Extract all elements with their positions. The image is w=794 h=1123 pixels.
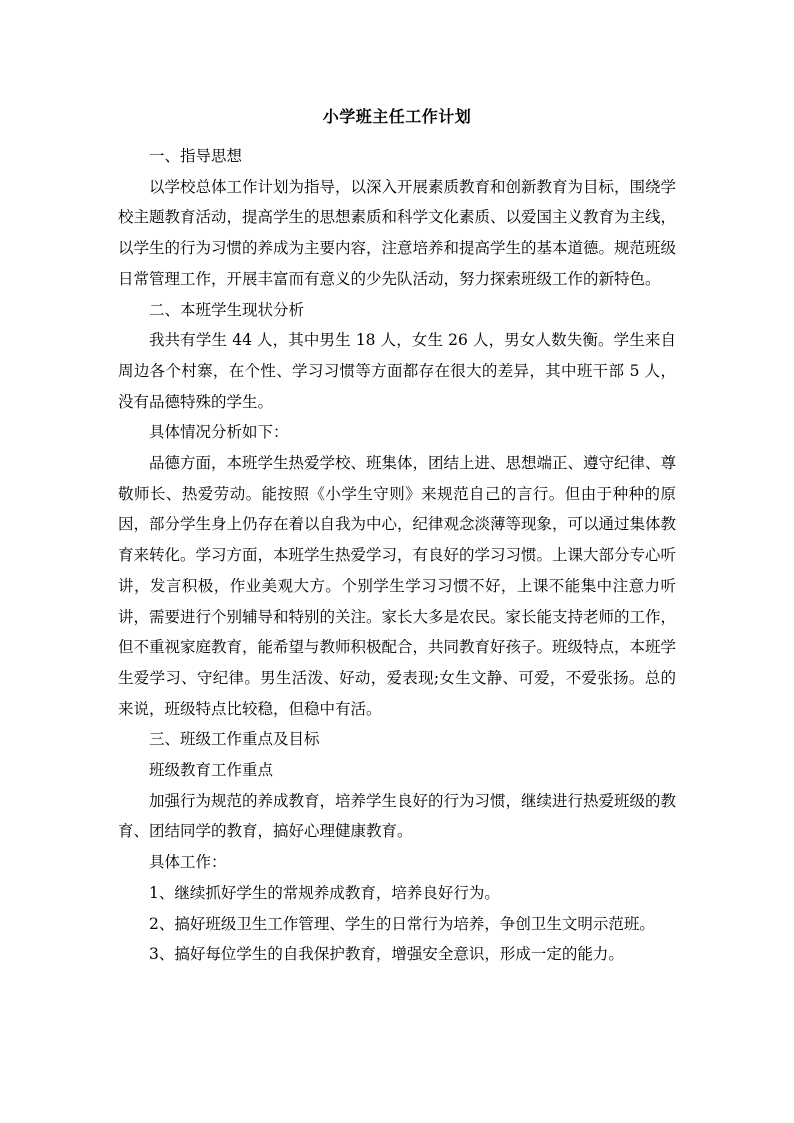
section-heading-work-focus: 三、班级工作重点及目标 (149, 730, 320, 749)
list-item-3: 3、搞好每位学生的自我保护教育，增强安全意识，形成一定的能力。 (149, 945, 624, 964)
document-title: 小学班主任工作计划 (322, 107, 472, 126)
paragraph-analysis-intro: 具体情况分析如下： (149, 423, 289, 442)
list-item-1: 1、继续抓好学生的常规养成教育，培养良好行为。 (149, 883, 500, 902)
paragraph-analysis-detail: 品德方面，本班学生热爱学校、班集体，团结上进、思想端正、遵守纪律、尊敬师长、热爱劳动。能按照《小学生守则》来规范自己的言行。但由于种种的原因，部分学生身上仍存在着以自我为中心，纪律观念淡薄等现象，可以通过集体教育来转化。学习方面，本班学生热爱学习，有良好的学习习惯。上课大部分专心听讲，发言积极，作业美观大方。个别学生学习习惯不好，上课不能集中注意力听讲，需要进行个别辅导和特别的关注。家长大多是农民。家长能支持老师的工作，但不重视家庭教育，能希望与教师积极配合，共同教育好孩子。班级特点，本班学生爱学习、守纪律。男生活泼、好动，爱表现;女生文静、可爱，不爱张扬。总的来说，班级特点比较稳，但稳中有活。 (118, 454, 677, 718)
section-heading-guiding-ideology: 一、指导思想 (149, 147, 243, 165)
subheading-education-focus: 班级教育工作重点 (149, 761, 274, 780)
document-body (118, 141, 676, 970)
subheading-specific-work: 具体工作： (149, 853, 227, 872)
paragraph-class-overview: 我共有学生 44 人，其中男生 18 人，女生 26 人，男女人数失衡。学生来自周边各个村寨，在个性、学习习惯等方面都存在很大的差异，其中班干部 5 人，没有品德特殊的学生。 (118, 331, 676, 411)
paragraph-education-focus: 加强行为规范的养成教育，培养学生良好的行为习惯，继续进行热爱班级的教育、团结同学的教育，搞好心理健康教育。 (118, 791, 677, 841)
section-heading-class-analysis: 二、本班学生现状分析 (149, 300, 305, 319)
list-item-2: 2、搞好班级卫生工作管理、学生的日常行为培养，争创卫生文明示范班。 (149, 914, 655, 933)
paragraph-guiding-ideology: 以学校总体工作计划为指导，以深入开展素质教育和创新教育为目标，围绕学校主题教育活动，提高学生的思想素质和科学文化素质、以爱国主义教育为主线，以学生的行为习惯的养成为主要内容，注意培养和提高学生的基本道德。规范班级日常管理工作，开展丰富而有意义的少先队活动，努力探索班级工作的新特色。 (118, 177, 677, 288)
